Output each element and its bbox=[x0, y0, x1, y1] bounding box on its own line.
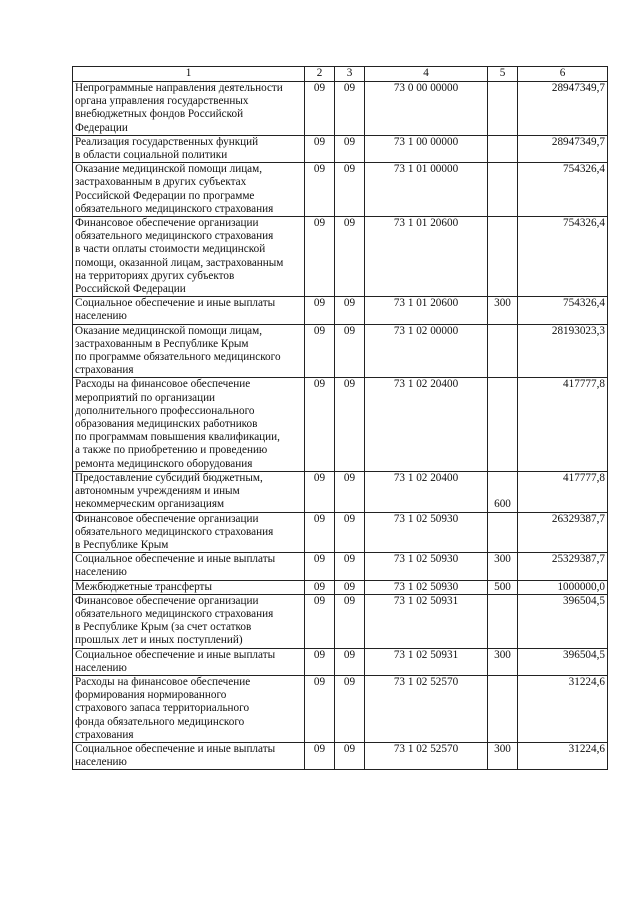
table-row bbox=[73, 82, 608, 136]
expense-type-code bbox=[488, 378, 518, 471]
row-name-line: а также по приобретению и проведению bbox=[75, 444, 268, 457]
subsection-code: 09 bbox=[335, 742, 365, 769]
table-row bbox=[73, 742, 608, 769]
table-body bbox=[73, 82, 608, 770]
table-row bbox=[73, 648, 608, 675]
row-name-line: в части оплаты стоимости медицинской bbox=[75, 243, 266, 256]
section-code: 09 bbox=[305, 648, 335, 675]
target-article-code: 73 1 01 20600 bbox=[365, 217, 488, 297]
section-code: 09 bbox=[305, 82, 335, 136]
row-name-line: Социальное обеспечение и иные выплаты bbox=[75, 742, 276, 755]
row-name bbox=[73, 512, 305, 553]
row-name-line: образования медицинских работников bbox=[75, 418, 258, 431]
row-name-line: по программам повышения квалификации, bbox=[75, 431, 280, 444]
row-name-line: населению bbox=[75, 566, 127, 579]
row-name bbox=[73, 163, 305, 217]
row-name-line: населению bbox=[75, 661, 127, 674]
expense-type-code: 500 bbox=[488, 580, 518, 594]
row-name-line: Непрограммные направления деятельности bbox=[75, 82, 283, 94]
amount: 28947349,7 bbox=[518, 82, 608, 136]
row-name-line: автономным учреждениям и иным bbox=[75, 485, 240, 498]
row-name-line: Оказание медицинской помощи лицам, bbox=[75, 324, 263, 337]
row-name-line: формирования нормированного bbox=[75, 689, 227, 702]
expense-type-code bbox=[488, 324, 518, 378]
target-article-code: 73 1 02 50930 bbox=[365, 553, 488, 580]
row-name-line: дополнительного профессионального bbox=[75, 404, 255, 417]
section-code: 09 bbox=[305, 742, 335, 769]
subsection-code: 09 bbox=[335, 512, 365, 553]
row-name bbox=[73, 297, 305, 324]
section-code: 09 bbox=[305, 135, 335, 162]
row-name-line: в Республике Крым bbox=[75, 538, 169, 551]
expense-type-code bbox=[488, 163, 518, 217]
target-article-code: 73 1 02 50931 bbox=[365, 648, 488, 675]
row-name-line: Финансовое обеспечение организации bbox=[75, 512, 259, 525]
row-name bbox=[73, 675, 305, 742]
header-col-6: 6 bbox=[518, 67, 608, 82]
row-name bbox=[73, 742, 305, 769]
row-name-line: мероприятий по организации bbox=[75, 391, 216, 404]
amount: 754326,4 bbox=[518, 297, 608, 324]
row-name-line: Финансовое обеспечение организации bbox=[75, 217, 259, 230]
row-name-line: в Республике Крым (за счет остатков bbox=[75, 621, 252, 634]
row-name-line: Реализация государственных функций bbox=[75, 135, 259, 148]
subsection-code: 09 bbox=[335, 594, 365, 648]
target-article-code: 73 1 02 50931 bbox=[365, 594, 488, 648]
expense-type-code bbox=[488, 82, 518, 136]
row-name bbox=[73, 580, 305, 594]
amount: 754326,4 bbox=[518, 217, 608, 297]
table-row bbox=[73, 594, 608, 648]
row-name-line: Российской Федерации bbox=[75, 283, 186, 296]
row-name-line: Российской Федерации по программе bbox=[75, 189, 255, 202]
row-name-line: Расходы на финансовое обеспечение bbox=[75, 675, 251, 688]
row-name-line: в области социальной политики bbox=[75, 149, 228, 162]
subsection-code: 09 bbox=[335, 378, 365, 471]
row-name-line: на территориях других субъектов bbox=[75, 269, 235, 282]
table-row bbox=[73, 217, 608, 297]
subsection-code: 09 bbox=[335, 217, 365, 297]
row-name-line: обязательного медицинского страхования bbox=[75, 607, 274, 620]
target-article-code: 73 1 01 20600 bbox=[365, 297, 488, 324]
row-name bbox=[73, 217, 305, 297]
amount: 26329387,7 bbox=[518, 512, 608, 553]
row-name-line: органа управления государственных bbox=[75, 95, 249, 108]
subsection-code: 09 bbox=[335, 135, 365, 162]
section-code: 09 bbox=[305, 217, 335, 297]
header-row bbox=[73, 67, 608, 82]
row-name-line: населению bbox=[75, 310, 127, 323]
target-article-code: 73 1 02 52570 bbox=[365, 742, 488, 769]
section-code: 09 bbox=[305, 324, 335, 378]
row-name-line: застрахованным в Республике Крым bbox=[75, 337, 249, 350]
table-row bbox=[73, 580, 608, 594]
expense-type-code: 300 bbox=[488, 297, 518, 324]
section-code: 09 bbox=[305, 471, 335, 512]
target-article-code: 73 1 02 00000 bbox=[365, 324, 488, 378]
table-row bbox=[73, 163, 608, 217]
table-row bbox=[73, 512, 608, 553]
amount: 28947349,7 bbox=[518, 135, 608, 162]
row-name bbox=[73, 553, 305, 580]
table-row bbox=[73, 378, 608, 471]
row-name-line: Расходы на финансовое обеспечение bbox=[75, 378, 251, 391]
expense-type-code bbox=[488, 135, 518, 162]
target-article-code: 73 1 01 00000 bbox=[365, 163, 488, 217]
row-name-line: застрахованным в других субъектах bbox=[75, 176, 247, 189]
row-name-line: Федерации bbox=[75, 121, 128, 134]
expense-type-code: 300 bbox=[488, 553, 518, 580]
row-name bbox=[73, 378, 305, 471]
expense-type-code: 300 bbox=[488, 742, 518, 769]
section-code: 09 bbox=[305, 594, 335, 648]
target-article-code: 73 1 02 20400 bbox=[365, 378, 488, 471]
row-name-line: ремонта медицинского оборудования bbox=[75, 457, 253, 470]
target-article-code: 73 1 02 50930 bbox=[365, 512, 488, 553]
row-name bbox=[73, 135, 305, 162]
header-col-1: 1 bbox=[73, 67, 305, 82]
table-row bbox=[73, 553, 608, 580]
table-row bbox=[73, 675, 608, 742]
subsection-code: 09 bbox=[335, 471, 365, 512]
section-code: 09 bbox=[305, 297, 335, 324]
table-row bbox=[73, 135, 608, 162]
subsection-code: 09 bbox=[335, 297, 365, 324]
table-row bbox=[73, 324, 608, 378]
amount: 31224,6 bbox=[518, 675, 608, 742]
amount: 1000000,0 bbox=[518, 580, 608, 594]
row-name-line: Социальное обеспечение и иные выплаты bbox=[75, 553, 276, 566]
section-code: 09 bbox=[305, 553, 335, 580]
header-col-4: 4 bbox=[365, 67, 488, 82]
row-name-line: страхования bbox=[75, 728, 134, 741]
header-col-5: 5 bbox=[488, 67, 518, 82]
amount: 417777,8 bbox=[518, 471, 608, 512]
subsection-code: 09 bbox=[335, 163, 365, 217]
row-name-line: помощи, оказанной лицам, застрахованным bbox=[75, 256, 284, 269]
row-name-line: Межбюджетные трансферты bbox=[75, 580, 212, 593]
row-name-line: страхования bbox=[75, 364, 134, 377]
subsection-code: 09 bbox=[335, 82, 365, 136]
subsection-code: 09 bbox=[335, 553, 365, 580]
row-name-line: некоммерческим организациям bbox=[75, 498, 225, 511]
table-row bbox=[73, 297, 608, 324]
amount: 25329387,7 bbox=[518, 553, 608, 580]
target-article-code: 73 1 00 00000 bbox=[365, 135, 488, 162]
row-name-line: Социальное обеспечение и иные выплаты bbox=[75, 648, 276, 661]
amount: 754326,4 bbox=[518, 163, 608, 217]
subsection-code: 09 bbox=[335, 580, 365, 594]
section-code: 09 bbox=[305, 580, 335, 594]
row-name-line: населению bbox=[75, 756, 127, 769]
row-name-line: обязательного медицинского страхования bbox=[75, 202, 274, 215]
subsection-code: 09 bbox=[335, 675, 365, 742]
section-code: 09 bbox=[305, 378, 335, 471]
expense-type-code bbox=[488, 512, 518, 553]
header-col-2: 2 bbox=[305, 67, 335, 82]
row-name-line: Оказание медицинской помощи лицам, bbox=[75, 163, 263, 176]
section-code: 09 bbox=[305, 512, 335, 553]
budget-table bbox=[72, 66, 608, 770]
expense-type-code: 300 bbox=[488, 648, 518, 675]
section-code: 09 bbox=[305, 675, 335, 742]
expense-type-code bbox=[488, 594, 518, 648]
row-name-line: Социальное обеспечение и иные выплаты bbox=[75, 297, 276, 310]
subsection-code: 09 bbox=[335, 648, 365, 675]
row-name-line: обязательного медицинского страхования bbox=[75, 230, 274, 243]
row-name-line: фонда обязательного медицинского bbox=[75, 715, 245, 728]
amount: 28193023,3 bbox=[518, 324, 608, 378]
amount: 396504,5 bbox=[518, 594, 608, 648]
target-article-code: 73 1 02 52570 bbox=[365, 675, 488, 742]
amount: 396504,5 bbox=[518, 648, 608, 675]
subsection-code: 09 bbox=[335, 324, 365, 378]
expense-type-code bbox=[488, 675, 518, 742]
row-name-line: по программе обязательного медицинского bbox=[75, 351, 281, 364]
row-name bbox=[73, 82, 305, 136]
row-name-line: прошлых лет и иных поступлений) bbox=[75, 634, 243, 647]
row-name bbox=[73, 324, 305, 378]
row-name-line: страхового запаса территориального bbox=[75, 702, 250, 715]
section-code: 09 bbox=[305, 163, 335, 217]
row-name bbox=[73, 594, 305, 648]
amount: 31224,6 bbox=[518, 742, 608, 769]
expense-type-code: 600 bbox=[488, 471, 518, 512]
expense-type-code bbox=[488, 217, 518, 297]
target-article-code: 73 1 02 50930 bbox=[365, 580, 488, 594]
header-col-3: 3 bbox=[335, 67, 365, 82]
row-name bbox=[73, 648, 305, 675]
row-name-line: Финансовое обеспечение организации bbox=[75, 594, 259, 607]
target-article-code: 73 1 02 20400 bbox=[365, 471, 488, 512]
row-name-line: Предоставление субсидий бюджетным, bbox=[75, 471, 263, 484]
table-row bbox=[73, 471, 608, 512]
row-name-line: внебюджетных фондов Российской bbox=[75, 108, 244, 121]
row-name-line: обязательного медицинского страхования bbox=[75, 525, 274, 538]
amount: 417777,8 bbox=[518, 378, 608, 471]
row-name bbox=[73, 471, 305, 512]
target-article-code: 73 0 00 00000 bbox=[365, 82, 488, 136]
